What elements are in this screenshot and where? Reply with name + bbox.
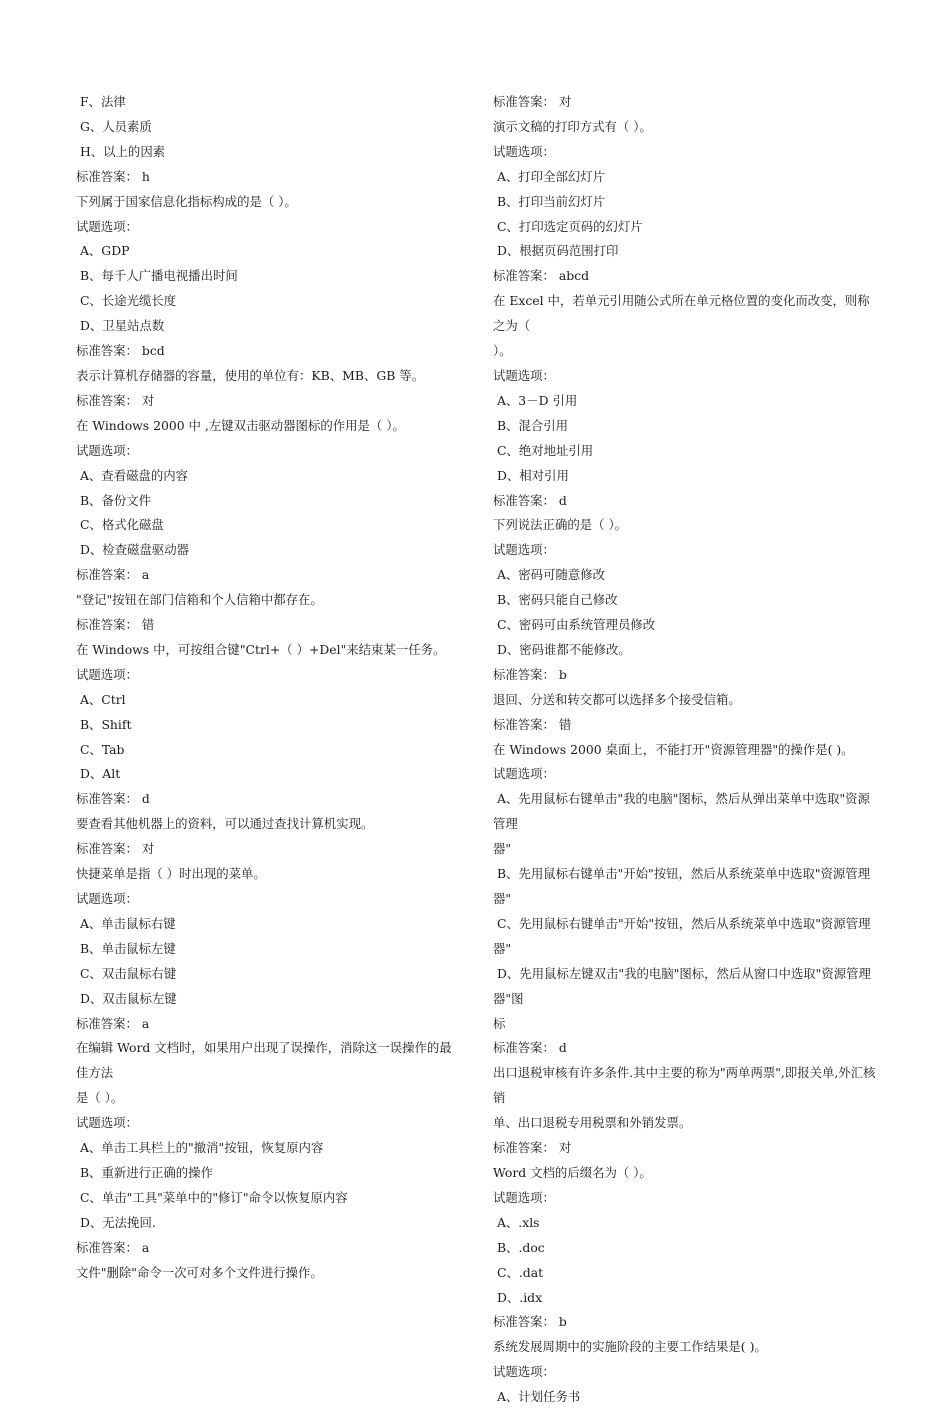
left-column-line: 在编辑 Word 文档时，如果用户出现了误操作，消除这一误操作的最佳方法 — [76, 1040, 452, 1081]
left-column-line: 是（ ）。 — [76, 1090, 124, 1106]
right-column-line: ）。 — [493, 343, 512, 359]
right-column-line: 标准答案： 错 — [493, 716, 572, 732]
right-column-line: 试题选项： — [493, 143, 555, 159]
right-column-line: 在 Windows 2000 桌面上，不能打开"资源管理器"的操作是( )。 — [493, 741, 854, 757]
left-column-line: B、重新进行正确的操作 — [76, 1164, 213, 1180]
right-column-line: 退回、分送和转交都可以选择多个接受信箱。 — [493, 691, 741, 707]
left-column-line: D、卫星站点数 — [76, 318, 165, 334]
left-column-line: C、格式化磁盘 — [76, 517, 164, 533]
right-column-line: C、先用鼠标右键单击"开始"按钮，然后从系统菜单中选取"资源管理器" — [493, 915, 871, 956]
right-column-line: C、打印选定页码的幻灯片 — [493, 218, 643, 234]
right-column-line: 标准答案： 对 — [493, 1140, 572, 1156]
right-column-line: A、打印全部幻灯片 — [493, 168, 606, 184]
right-column-line: B、先用鼠标右键单击"开始"按钮，然后从系统菜单中选取"资源管理器" — [493, 866, 871, 906]
right-column-line: A、先用鼠标右键单击"我的电脑"图标，然后从弹出菜单中选取"资源管理 — [493, 791, 870, 832]
left-column-line: 试题选项： — [76, 218, 138, 234]
right-column-line: 在 Excel 中，若单元引用随公式所在单元格位置的变化而改变，则称之为（ — [493, 293, 870, 334]
right-column-line: A、密码可随意修改 — [493, 567, 606, 583]
right-column-line: 试题选项： — [493, 766, 555, 782]
right-column-line: D、密码谁都不能修改。 — [493, 641, 631, 657]
right-column-line: D、相对引用 — [493, 467, 569, 483]
left-column-line: G、人员素质 — [76, 118, 152, 134]
left-column-line: 标准答案： 对 — [76, 841, 155, 857]
left-column-line: D、双击鼠标左键 — [76, 990, 177, 1006]
right-column-line: D、.idx — [493, 1289, 543, 1305]
left-column-line: 下列属于国家信息化指标构成的是（ ）。 — [76, 193, 297, 209]
left-column — [76, 90, 456, 1286]
left-column-line: 试题选项： — [76, 442, 138, 458]
right-column-line: 标准答案： b — [493, 666, 567, 682]
left-column-line: 试题选项： — [76, 1115, 138, 1131]
left-column-line: 标准答案： h — [76, 168, 150, 184]
right-column-line: 单、出口退税专用税票和外销发票。 — [493, 1115, 692, 1131]
left-column-line: B、单击鼠标左键 — [76, 940, 176, 956]
left-column-line: C、长途光缆长度 — [76, 293, 177, 309]
left-column-line: "登记"按钮在部门信箱和个人信箱中都存在。 — [76, 592, 323, 608]
left-column-line: A、查看磁盘的内容 — [76, 467, 189, 483]
right-column-line: 试题选项： — [493, 1189, 555, 1205]
right-column-line: 标 — [493, 1015, 506, 1031]
left-column-line: C、单击"工具"菜单中的"修订"命令以恢复原内容 — [76, 1189, 348, 1205]
right-column-line: C、绝对地址引用 — [493, 442, 594, 458]
right-column-line: C、密码可由系统管理员修改 — [493, 617, 656, 633]
right-column-line: 标准答案： abcd — [493, 268, 590, 284]
right-column-line: 试题选项： — [493, 1364, 555, 1380]
left-column-line: C、Tab — [76, 741, 125, 757]
left-column-line: A、单击鼠标右键 — [76, 915, 176, 931]
right-column-line: 试题选项： — [493, 367, 555, 383]
right-column-line: 标准答案： d — [493, 492, 567, 508]
left-column-line: 表示计算机存储器的容量，使用的单位有：KB、MB、GB 等。 — [76, 367, 425, 383]
left-column-line: A、GDP — [76, 243, 130, 259]
right-column-line: D、先用鼠标左键双击"我的电脑"图标，然后从窗口中选取"资源管理器"图 — [493, 965, 871, 1006]
right-column-line: 下列说法正确的是（ ）。 — [493, 517, 628, 533]
left-column-line: 标准答案： a — [76, 1239, 150, 1255]
right-column-line: 演示文稿的打印方式有（ ）。 — [493, 118, 652, 134]
left-column-line: F、法律 — [76, 94, 126, 109]
right-column-line: D、根据页码范围打印 — [493, 243, 619, 259]
right-column-line: B、混合引用 — [493, 417, 569, 433]
left-column-line: D、Alt — [76, 766, 121, 782]
right-column-line: B、密码只能自己修改 — [493, 592, 618, 608]
left-column-line: C、双击鼠标右键 — [76, 965, 177, 981]
left-column-line: 标准答案： a — [76, 567, 150, 583]
right-column-line: 标准答案： d — [493, 1040, 567, 1056]
left-column-line: 文件"删除"命令一次可对多个文件进行操作。 — [76, 1264, 323, 1280]
right-column-line: A、计划任务书 — [493, 1389, 581, 1405]
right-column-line: A、3－D 引用 — [493, 392, 578, 408]
right-column — [493, 90, 878, 1410]
left-column-line: D、检查磁盘驱动器 — [76, 542, 190, 558]
left-column-line: D、无法挽回. — [76, 1214, 156, 1230]
left-column-line: 标准答案： a — [76, 1015, 150, 1031]
right-column-line: 系统发展周期中的实施阶段的主要工作结果是( )。 — [493, 1339, 767, 1355]
right-column-line: Word 文档的后缀名为（ ）。 — [493, 1164, 652, 1180]
right-column-line: 试题选项： — [493, 542, 555, 558]
left-column-line: 在 Windows 2000 中 ,左键双击驱动器图标的作用是（ ）。 — [76, 417, 405, 433]
right-column-line: 标准答案： 对 — [493, 94, 572, 109]
left-column-line: 标准答案： 错 — [76, 617, 155, 633]
right-column-line: B、打印当前幻灯片 — [493, 193, 606, 209]
left-column-line: 标准答案： d — [76, 791, 150, 807]
left-column-line: 要查看其他机器上的资料，可以通过查找计算机实现。 — [76, 816, 374, 832]
right-column-line: C、.dat — [493, 1264, 544, 1280]
left-column-line: H、以上的因素 — [76, 143, 166, 159]
left-column-line: 快捷菜单是指（ ）时出现的菜单。 — [76, 866, 266, 882]
left-column-line: B、Shift — [76, 716, 132, 732]
left-column-line: 标准答案： bcd — [76, 343, 165, 359]
left-column-line: B、每千人广播电视播出时间 — [76, 268, 238, 284]
left-column-line: 试题选项： — [76, 891, 138, 906]
left-column-line: A、单击工具栏上的"撤消"按钮，恢复原内容 — [76, 1140, 324, 1156]
right-column-line: 出口退税审核有许多条件.其中主要的称为"两单两票",即报关单,外汇核销 — [493, 1065, 876, 1106]
right-column-line: A、.xls — [493, 1214, 540, 1230]
left-column-line: A、Ctrl — [76, 691, 126, 707]
right-column-line: 器" — [493, 841, 512, 857]
left-column-line: 在 Windows 中，可按组合键"Ctrl+（ ）+Del"来结束某一任务。 — [76, 641, 446, 657]
left-column-line: 试题选项： — [76, 666, 138, 682]
right-column-line: 标准答案： b — [493, 1314, 567, 1330]
left-column-line: B、备份文件 — [76, 492, 152, 508]
left-column-line: 标准答案： 对 — [76, 392, 155, 408]
right-column-line: B、.doc — [493, 1239, 545, 1255]
